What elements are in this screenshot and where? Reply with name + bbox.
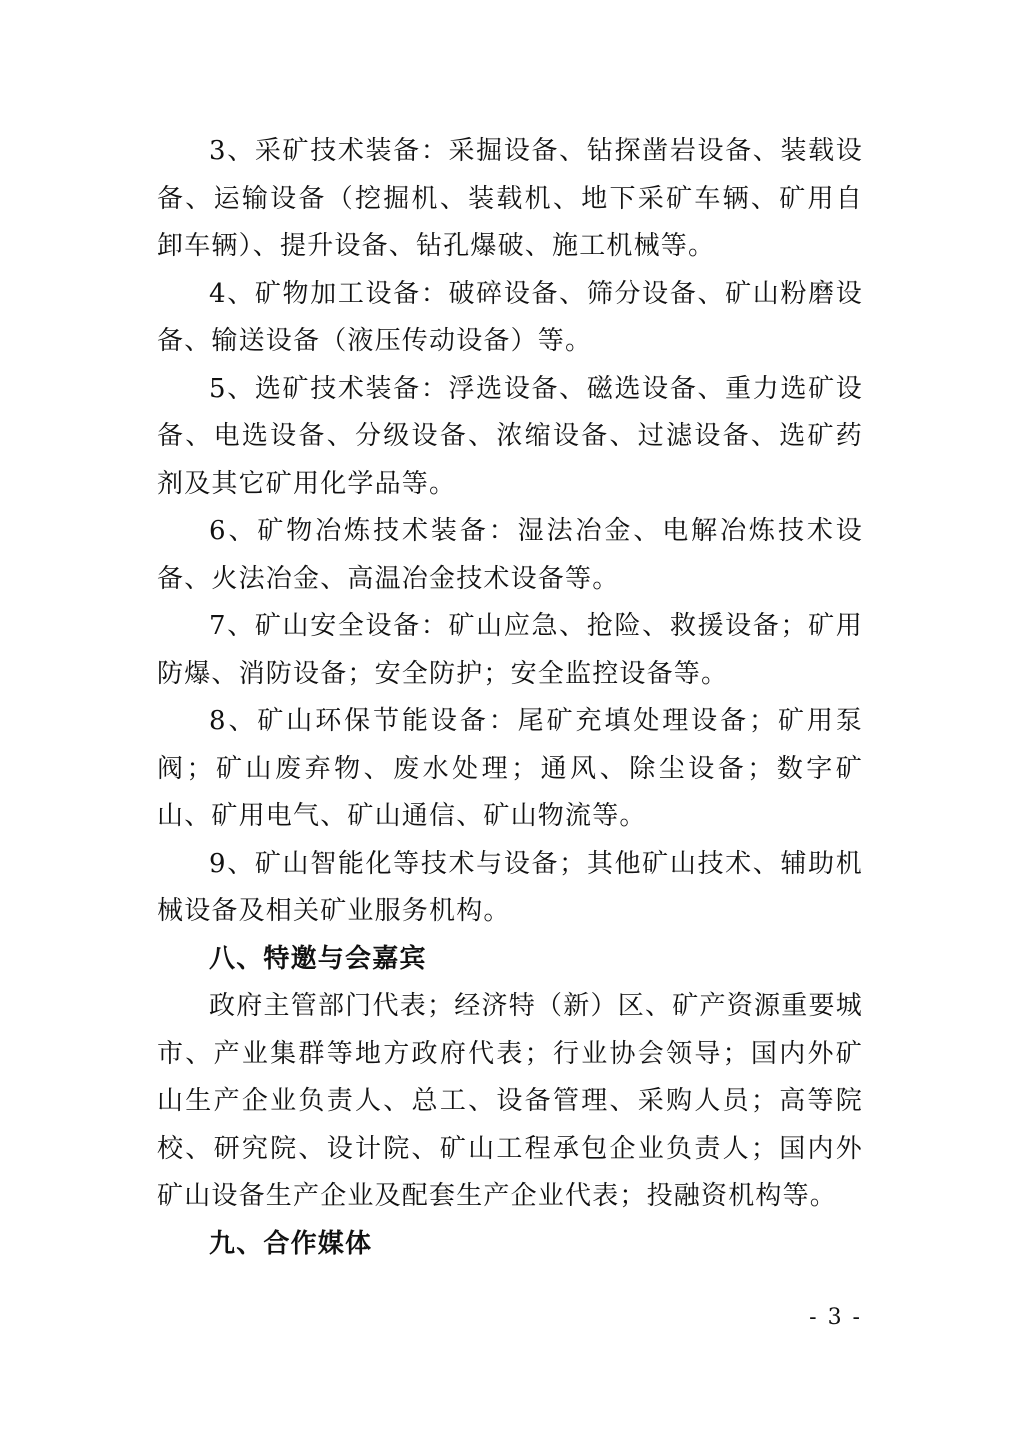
item-mining-equipment: 3、采矿技术装备：采掘设备、钻探凿岩设备、装载设备、运输设备（挖掘机、装载机、地下采矿车辆、矿用自卸车辆）、提升设备、钻孔爆破、施工机械等。: [157, 136, 863, 261]
item-safety-equipment: 7、矿山安全设备：矿山应急、抢险、救援设备；矿用防爆、消防设备；安全防护；安全监控设备等。: [157, 611, 863, 689]
item-smelting: 6、矿物冶炼技术装备：湿法冶金、电解冶炼技术设备、火法冶金、高温冶金技术设备等。: [157, 516, 863, 594]
section-heading-guests: 八、特邀与会嘉宾: [209, 943, 427, 974]
item-beneficiation: 5、选矿技术装备：浮选设备、磁选设备、重力选矿设备、电选设备、分级设备、浓缩设备、过滤设备、选矿药剂及其它矿用化学品等。: [157, 373, 863, 499]
page-number: - 3 -: [809, 1305, 862, 1330]
guests-paragraph: 政府主管部门代表；经济特（新）区、矿产资源重要城市、产业集群等地方政府代表；行业协会领导；国内外矿山生产企业负责人、总工、设备管理、采购人员；高等院校、研究院、设计院、矿山工程承包企业负责人；国内外矿山设备生产企业及配套生产企业代表；投融资机构等。: [157, 991, 863, 1211]
item-intelligent-mining: 9、矿山智能化等技术与设备；其他矿山技术、辅助机械设备及相关矿业服务机构。: [157, 848, 863, 926]
item-mineral-processing: 4、矿物加工设备：破碎设备、筛分设备、矿山粉磨设备、输送设备（液压传动设备）等。: [157, 278, 863, 356]
section-heading-media: 九、合作媒体: [209, 1228, 373, 1259]
item-environmental-equipment: 8、矿山环保节能设备：尾矿充填处理设备；矿用泵阀；矿山废弃物、废水处理；通风、除尘设备；数字矿山、矿用电气、矿山通信、矿山物流等。: [157, 706, 863, 831]
document-body: [157, 128, 863, 1268]
